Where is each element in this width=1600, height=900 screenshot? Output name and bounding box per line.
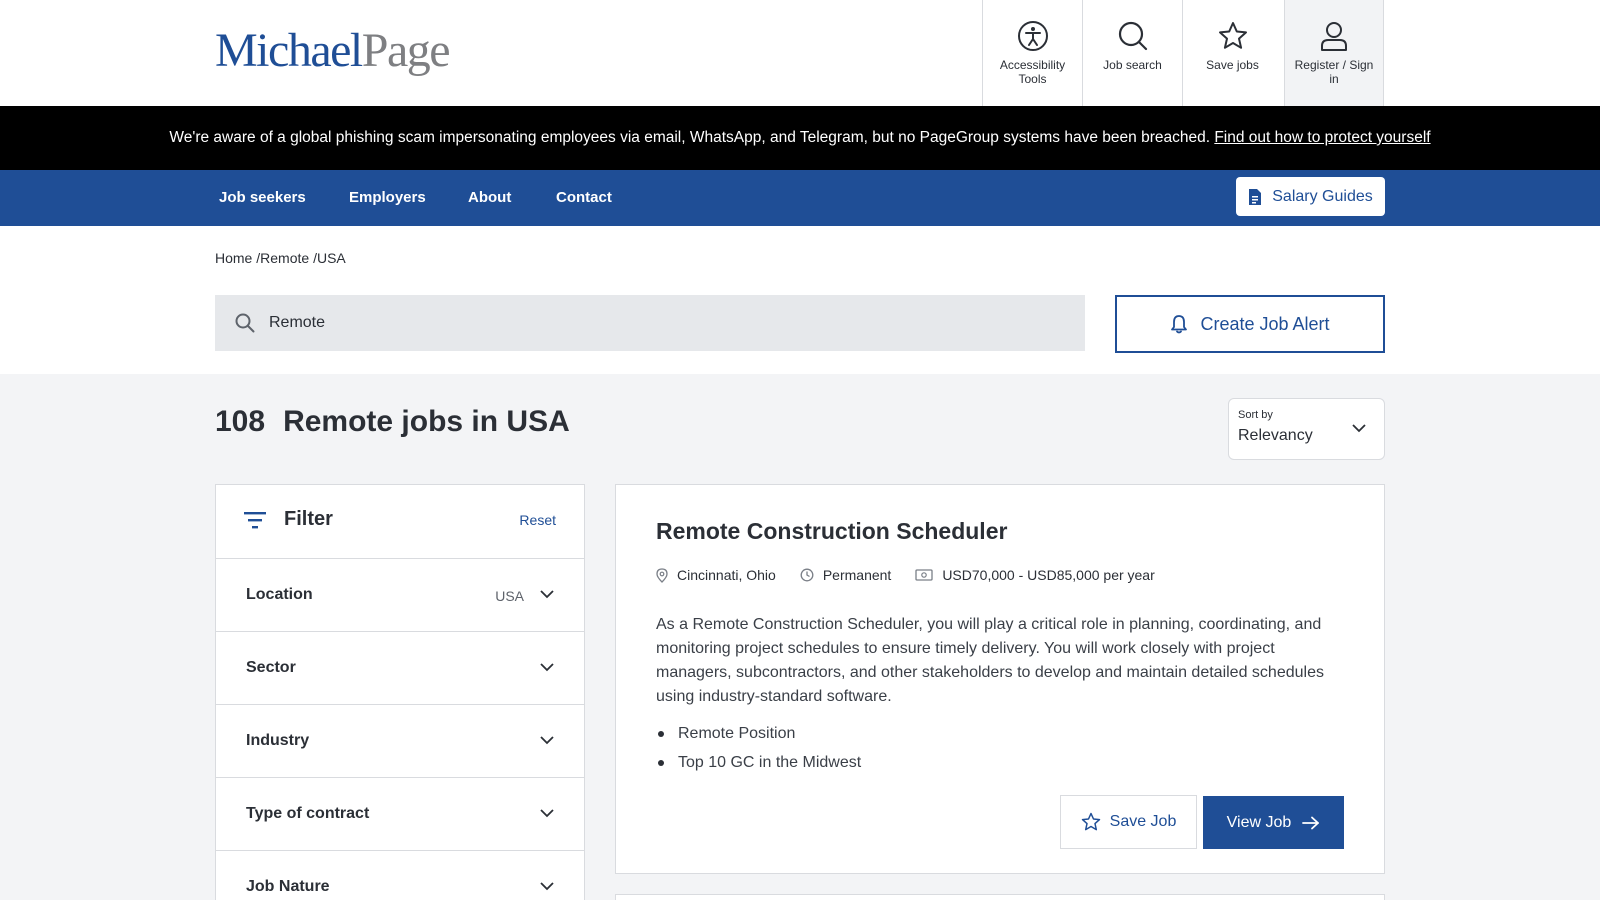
job-card-next [615,894,1385,900]
job-salary [915,567,1154,583]
save-job-label: Save Job [1109,813,1177,830]
job-title[interactable]: Remote Construction Scheduler [656,518,1008,544]
breadcrumb-usa: USA [316,250,346,266]
filter-type-of-contract-label: Type of contract [246,805,370,822]
job-meta [656,567,1179,583]
search-section [0,226,1600,374]
filter-panel [215,484,585,900]
filter-header [216,485,584,559]
filter-sector[interactable] [216,632,584,705]
filter-job-nature-label: Job Nature [246,878,330,895]
alert-text: We're aware of a global phishing scam impersonating employees via email, WhatsApp, and Telegram, but no PageGroup systems have been breached. [169,129,1211,146]
chevron-down-icon [540,808,554,818]
save-jobs-label: Save jobs [1206,58,1259,72]
view-job-label: View Job [1226,813,1292,831]
results-title: Remote jobs in USA [283,405,570,438]
michael-page-logo[interactable] [215,26,449,76]
filter-reset-link[interactable]: Reset [519,512,556,528]
star-icon [1081,812,1101,832]
save-job-button[interactable] [1060,795,1197,849]
filter-type-of-contract[interactable] [216,778,584,851]
filter-location[interactable] [216,559,584,632]
nav-employers[interactable]: Employers [349,189,426,206]
job-location-text: Cincinnati, Ohio [677,567,776,583]
filter-location-label: Location [246,586,313,603]
job-highlights [656,719,861,777]
accessibility-tools-button[interactable] [982,0,1082,106]
job-highlight: Top 10 GC in the Midwest [656,748,861,777]
job-contract [800,567,891,583]
create-job-alert-button[interactable] [1115,295,1385,353]
bell-icon [1170,314,1188,334]
job-highlight: Remote Position [656,719,861,748]
accessibility-tools-label: Accessibility Tools [999,58,1066,86]
nav-about[interactable]: About [468,189,512,206]
nav-job-seekers[interactable]: Job seekers [219,189,306,206]
filter-title: Filter [284,508,333,530]
star-icon [1217,20,1249,52]
arrow-right-icon [1302,816,1320,830]
chevron-down-icon [540,662,554,672]
accessibility-icon [1017,20,1049,52]
job-contract-text: Permanent [822,567,892,583]
keyword-search-input[interactable] [269,314,1049,332]
nav-contact[interactable]: Contact [556,189,612,206]
protect-yourself-link[interactable]: Find out how to protect yourself [1214,129,1431,146]
job-card [615,484,1385,874]
clock-icon [800,568,814,582]
user-icon [1318,20,1350,52]
job-location [656,567,776,583]
breadcrumb [215,250,346,266]
main-nav [0,170,1600,226]
logo-text-michael: Michael [215,24,362,77]
salary-guides-button[interactable] [1236,177,1385,216]
search-icon [1117,20,1149,52]
save-jobs-button[interactable] [1182,0,1282,106]
breadcrumb-separator: / [256,250,261,266]
sort-value: Relevancy [1238,427,1313,444]
register-sign-in-label: Register / Sign in [1294,58,1374,86]
breadcrumb-home[interactable]: Home [215,250,253,266]
search-icon [235,313,255,333]
sort-label: Sort by [1238,409,1273,421]
search-bar [215,295,1085,351]
job-search-button[interactable] [1082,0,1182,106]
chevron-down-icon [540,735,554,745]
location-pin-icon [656,568,668,583]
site-header [0,0,1600,106]
filter-icon [244,511,266,529]
breadcrumb-remote[interactable]: Remote [260,250,310,266]
chevron-down-icon [540,589,554,599]
filter-industry[interactable] [216,705,584,778]
job-salary-text: USD70,000 - USD85,000 per year [942,567,1155,583]
chevron-down-icon [1352,423,1366,433]
cash-icon [915,569,933,581]
breadcrumb-separator: / [313,250,317,266]
filter-industry-label: Industry [246,732,310,749]
logo-text-page: Page [361,24,450,77]
filter-location-value: USA [495,588,524,604]
create-job-alert-label: Create Job Alert [1200,313,1330,334]
job-description: As a Remote Construction Scheduler, you will play a critical role in planning, coordinating, and monitoring project schedules to ensure timely delivery. You will work closely with project managers, subcontractors, and other stakeholders to develop and maintain detailed schedules using industry-standard software. [656,616,1324,705]
results-count: 108 [215,405,266,438]
sort-dropdown[interactable] [1228,398,1385,460]
chevron-down-icon [540,881,554,891]
job-search-label: Job search [1103,58,1162,72]
document-icon [1248,189,1262,205]
salary-guides-label: Salary Guides [1272,187,1373,205]
register-sign-in-button[interactable] [1284,0,1384,106]
results-heading [215,405,570,439]
view-job-button[interactable] [1203,796,1344,849]
filter-sector-label: Sector [246,659,296,676]
filter-job-nature[interactable] [216,851,584,900]
phishing-alert-banner [0,106,1600,170]
